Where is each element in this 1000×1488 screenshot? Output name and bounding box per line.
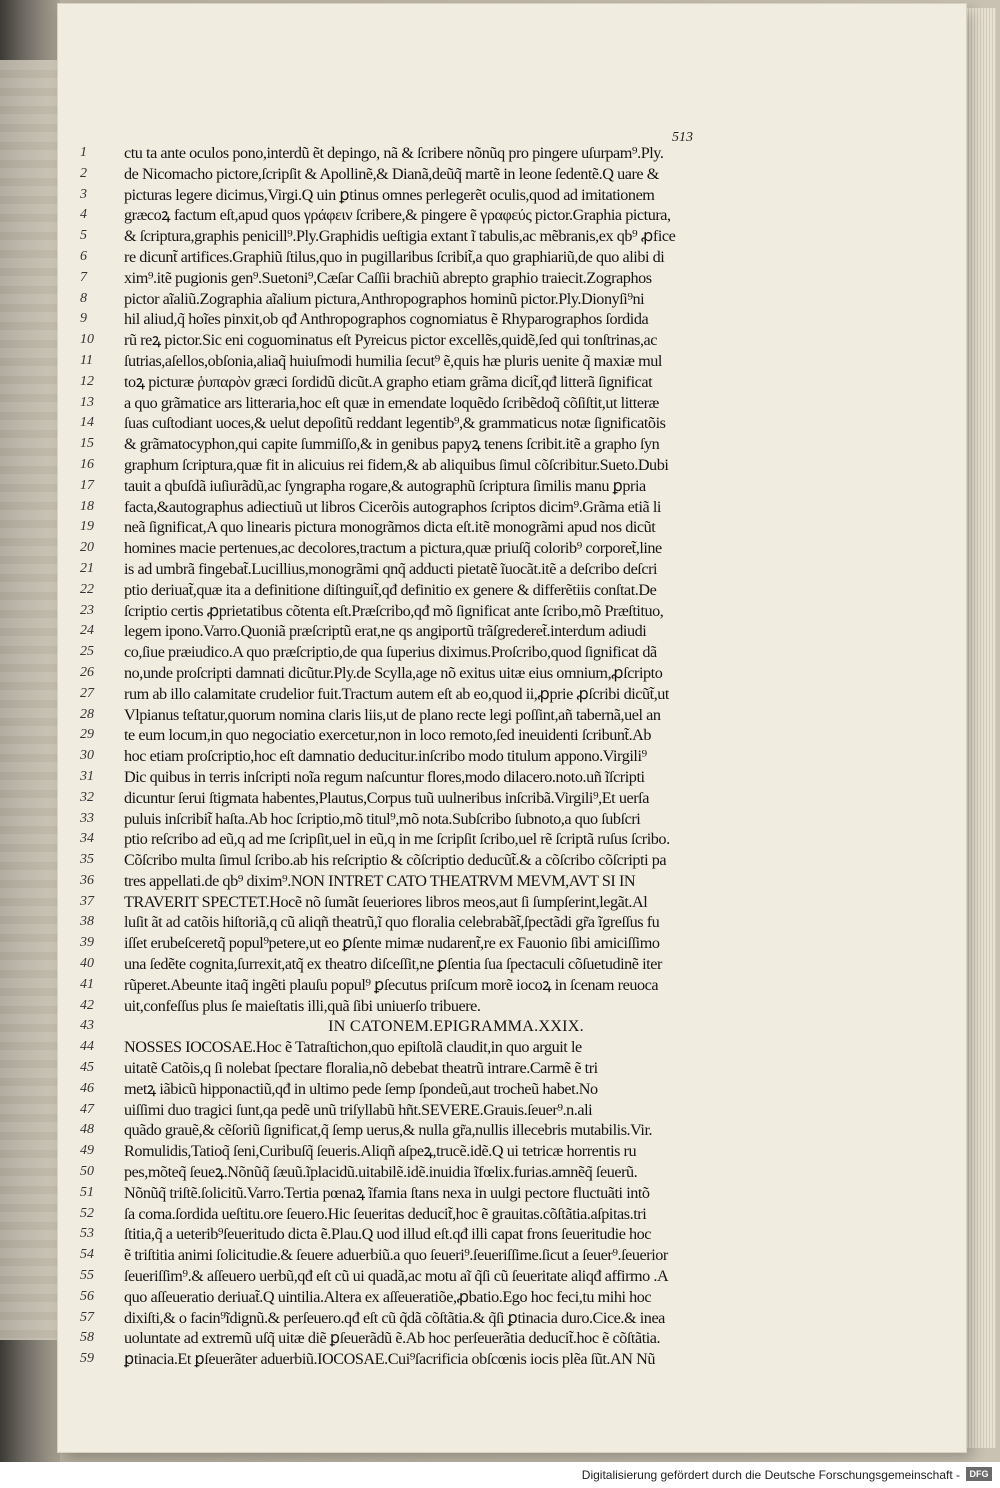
text-line: no,unde proſcripti damnati dicũtur.Ply.de Scylla,age nõ exitus uitæ eius omnium,ꝓſcripto [124,663,663,682]
text-line: hoc etiam proſcriptio,hoc eſt damnatio deducitur.inſcribo modo titulum appono.Virgili⁹ [124,747,647,766]
text-line: homines macie pertenues,ac decolores,tractum a pictura,quæ priuſq̃ colorib⁹ corporet̃,line [124,539,662,558]
dfg-logo: DFG [966,1467,992,1481]
line-number: 10 [80,332,94,348]
text-line: una ſedẽte cognita,ſurrexit,atq̃ ex theatro diſceſſit,ne ꝑſentia ſua ſpectaculi cõſuetudinẽ iter [124,955,662,974]
line-number: 5 [80,228,87,244]
line-number: 34 [80,831,94,847]
line-number: 54 [80,1247,94,1263]
line-number: 20 [80,540,94,556]
text-line: ſa coma.ſordida ueſtitu.ore ſeuero.Hic ſeueritas deducit̃,hoc ẽ grauitas.cõſtãtia.aſpitas.tri [124,1204,647,1223]
line-number: 21 [80,560,94,576]
line-number: 48 [80,1122,94,1138]
line-number: 59 [80,1351,94,1367]
line-number: 52 [80,1205,94,1221]
text-line: ſeueriſſim⁹.& aſſeuero uerbũ,qđ eſt cũ ui quadã,ac motu aĩ q̃ſi cũ ſeueritate aliqđ affirmo .A [124,1267,669,1286]
text-line: is ad umbrã fingebat̃.Lucillius,monogrãmi qnq̃ adducti pietatẽ ĩuocãt.itẽ a deſcribo deſcri [124,559,658,578]
text-line: co,ſiue præiudico.A quo præſcriptio,de qua ſuperius diximus.Proſcribo,quod ſignificat dã [124,643,657,662]
text-line: ſutrias,aſellos,obſonia,aliaq̃ huiuſmodi humilia ſecut⁹ ẽ,quis hæ pluris uenite q̃ maxiæ mul [124,351,662,370]
facing-page-edge [0,60,62,1340]
text-line: ctu ta ante oculos pono,interdũ ẽt depingo, nã & ſcribere nõnũq pro pingere uſurpam⁹.Ply. [124,144,664,162]
text-line: toꝝ picturæ ῥυπαρὸν græci ſordidũ dicũt.A grapho etiam grãma dicit̃,qđ litterã ſignificat [124,372,653,391]
text-line: uitatẽ Catõis,q ſi nolebat ſpectare floralia,nõ debebat theatrũ intrare.Carmẽ ẽ tri [124,1059,598,1078]
line-number: 19 [80,519,94,535]
line-number: 4 [80,207,87,223]
text-line: & grãmatocyphon,qui capite ſummiſſo,& in genibus papyꝝ tenens ſcribit.itẽ a grapho ſyn [124,435,660,454]
text-line: quãdo grauẽ,& cẽſoriũ ſignificat,q̃ ſemp uerus,& nulla gr̃a,nullis illecebris mutabilis.Vir. [124,1121,653,1140]
line-number: 7 [80,269,87,285]
text-line: ſtitia,q̃ a ueterib⁹ſeueritudo dicta ẽ.Plau.Q uod illud eſt.qđ illi capat frons ſeueritudie hoc [124,1225,652,1244]
text-line: re dicunt̃ artifices.Graphiũ ſtilus,quo in pugillaribus ſcribit̃,a quo graphiariũ,de quo alibi di [124,247,665,266]
line-number: 37 [80,893,94,909]
text-line: ſcriptio certis ꝓprietatibus cõtenta eſt.Præſcribo,qđ mõ ſignificat ante ſcribo,mõ Præſtituo, [124,601,664,620]
text-line: dixiſti,& o facin⁹ĩdignũ.& perſeuero.qđ eſt cũ q̃dã cõſtãtia.& q̃ſi ꝑtinacia duro.Cice.& inea [124,1308,665,1327]
line-number: 1 [80,145,87,160]
line-number: 47 [80,1101,94,1117]
text-line: Vlpianus teſtatur,quorum nomina claris liis,ut de plano recte legi poſſint,añ tabernã,uel an [124,705,661,724]
text-line: Dic quibus in terris inſcripti noĩa regum naſcuntur flores,modo dilacero.noto.uñ ĩſcripti [124,767,645,786]
line-number: 51 [80,1184,94,1200]
line-number: 43 [80,1018,94,1034]
line-number: 32 [80,789,94,805]
section-heading: IN CATONEM.EPIGRAMMA.XXIX. [328,1017,584,1036]
line-number: 3 [80,186,87,202]
text-line: uoluntate ad extremũ uſq̃ uitæ diẽ ꝑſeuerãdũ ẽ.Ab hoc perſeuerãtia deducit̃.hoc ẽ cõſtãtia. [124,1329,661,1348]
line-number: 13 [80,394,94,410]
line-number: 56 [80,1288,94,1304]
line-number: 41 [80,976,94,992]
line-number: 14 [80,415,94,431]
line-number: 8 [80,290,87,306]
text-line: Cõſcribo multa ſimul ſcribo.ab his reſcriptio & cõſcriptio deducũt̃.& a cõſcribo cõſcripti pa [124,851,667,870]
text-line: graphum ſcriptura,quæ fit in alicuius rei fidem,& ab aliquibus ſimul cõſcribitur.Sueto.Dubi [124,455,669,474]
line-number: 55 [80,1268,94,1284]
line-number: 22 [80,581,94,597]
text-line: & ſcriptura,graphis penicill⁹.Ply.Graphidis ueſtigia extant ĩ tabulis,ac mẽbranis,ex qb⁹ ꝓfice [124,227,676,246]
line-number: 33 [80,810,94,826]
line-number: 6 [80,248,87,264]
text-line: NOSSES IOCOSAE.Hoc ẽ Tatraſtichon,quo epiſtolã claudit,in quo arguit le [124,1038,582,1057]
line-number: 16 [80,456,94,472]
line-number: 39 [80,935,94,951]
text-line: uiſſimi duo tragici ſunt,qa pedẽ unũ triſyllabũ hñt.SEVERE.Grauis.ſeuer⁹.n.ali [124,1100,593,1119]
line-number: 46 [80,1080,94,1096]
text-line: de Nicomacho pictore,ſcripſit & Apollinẽ,& Dianã,deũq̃ martẽ in leone ſedentẽ.Q uare & [124,164,659,183]
line-number: 40 [80,956,94,972]
text-block [124,143,788,1370]
line-number: 2 [80,165,87,181]
line-number: 12 [80,373,94,389]
line-number: 26 [80,664,94,680]
line-number: 53 [80,1226,94,1242]
text-line: uit,confeſſus plus ſe maieſtatis illi,quã ſibi uniuerſo tribuere. [124,996,481,1015]
text-line: te eum locum,in quo negociatio exercetur,non in loco remoto,ſed ineuidenti ſcribunt̃.Ab [124,726,652,745]
line-number: 36 [80,872,94,888]
text-line: picturas legere dicimus,Virgi.Q uin ꝑtinus omnes perlegerẽt oculis,quod ad imitationem [124,185,655,204]
text-line: rũperet.Abeunte itaq̃ ingẽti plauſu popul⁹ ꝑſecutus priſcum morẽ iocoꝝ in ſcenam reuoca [124,975,659,994]
text-line: ẽ triſtitia animi ſolicitudie.& ſeuere aduerbiũ.a quo ſeueri⁹.ſeueriſſime.ſicut a ſeuer⁹.ſeuerior [124,1246,668,1265]
text-line: legem ipono.Varro.Quoniã præſcriptũ erat,ne qs angiportũ trãſgrederet̃.interdum adiudi [124,622,647,641]
text-line: quo aſſeueratio deriuat̃.Q uintilia.Altera ex aſſeueratiõe,ꝓbatio.Ego hoc feci,tu mihi hoc [124,1287,652,1306]
text-line: Romulidis,Tatioq̃ ſeni,Curibuſq̃ ſeueris.Aliqñ aſpeꝝ,trucẽ.idẽ.Q ui tetricæ horrentis ru [124,1142,637,1161]
text-line: luſit ãt ad catõis hiſtoriã,q cũ aliqñ theatrũ,ĩ quo floralia celebrabãt̃,ſpectãdi gr̃a ĩgreſſus fu [124,913,660,932]
line-number: 17 [80,477,94,493]
text-line: neã ſignificat,A quo linearis pictura monogrãmos dicta eſt.itẽ monogrãmi apud nos dicũt [124,518,656,537]
text-line: pictor aĩaliũ.Zographia aĩalium pictura,Anthropographos hominũ pictor.Ply.Dionyſi⁹ni [124,289,645,308]
text-line: tauit a qbuſdã iuſiurãdũ,ac ſyngrapha rogare,& autographũ ſcriptura ſimilis manu ꝑpria [124,476,646,495]
page-stack-edge [966,8,996,1448]
text-line: ꝑtinacia.Et ꝑſeuerãter aduerbiũ.IOCOSAE.Cui⁹ſacrificia obſcœnis iocis plẽa ſũt.AN Nũ [124,1350,655,1369]
footer-bar [0,1462,1000,1488]
text-line: a quo grãmatice ars litteraria,hoc eſt quæ in emendate loquẽdo ſcribẽdoq̃ cõſiſtit,ut litteræ [124,393,659,412]
line-number: 30 [80,748,94,764]
line-number: 49 [80,1143,94,1159]
text-line: iſſet erubeſceretq̃ popul⁹petere,ut eo ꝑſente mimæ nudarent̃,re ex Fauonio ſibi amiciſſimo [124,934,660,953]
footer-credit: Digitalisierung gefördert durch die Deutsche Forschungsgemeinschaft - [581,1468,960,1482]
text-line: græcoꝝ factum eſt,apud quos γράφειν ſcribere,& pingere ẽ γραφεύς pictor.Graphia pictura, [124,206,671,225]
text-line: TRAVERIT SPECTET.Hocẽ nõ ſumãt ſeueriores libros meos,aut ſi ſumpſerint,legãt.Al [124,892,648,911]
line-number: 28 [80,706,94,722]
text-line: tres appellati.de qb⁹ dixim⁹.NON INTRET CATO THEATRVM MEVM,AVT SI IN [124,871,636,890]
text-line: metꝝ iãbicũ hipponactiũ,qđ in ultimo pede ſemp ſpondeũ,aut trocheũ habet.No [124,1079,598,1098]
line-number-column [80,143,120,1370]
text-line: ptio deriuat̃,quæ ita a definitione diſtinguit̃,qđ definitio ex genere & differẽtiis conſtat.De [124,580,657,599]
text-line: ſuas cuſtodiant uoces,& uelut depoſitũ reddant legentib⁹,& grammaticus notæ ſignificatõis [124,414,666,433]
line-number: 25 [80,644,94,660]
line-number: 9 [80,311,87,327]
text-line: pes,mõteq̃ ſeueꝝ.Nõnũq̃ ſæuũ.ĩplacidũ.uitabilẽ.idẽ.inuidia ĩfœlix.furias.amnẽq̃ ſeuerũ. [124,1163,638,1182]
line-number: 11 [80,352,93,368]
text-line: rum ab illo calamitate crudelior fuit.Tractum autem eſt ab eo,quod ii,ꝓprie ꝓſcribi dicũt̃,ut [124,684,669,703]
line-number: 23 [80,602,94,618]
text-line: puluis inſcribit̃ haſta.Ab hoc ſcriptio,mõ titul⁹,mõ nota.Subſcribo ſubnoto,a quo ſubſcri [124,809,641,828]
line-number: 35 [80,852,94,868]
text-line: rũ reꝝ pictor.Sic eni coguominatus eſt Pyreicus pictor excellẽs,quidẽ,ſed qui tonſtrinas,ac [124,331,658,350]
line-number: 38 [80,914,94,930]
line-number: 15 [80,436,94,452]
line-number: 44 [80,1039,94,1055]
line-number: 45 [80,1060,94,1076]
line-number: 29 [80,727,94,743]
text-line: hil aliud,q̃ hoĩes pinxit,ob qđ Anthropographos cognomiatus ẽ Rhyparographos ſordida [124,310,649,329]
line-number: 42 [80,997,94,1013]
text-line: ptio reſcribo ad eũ,q ad me ſcripſit,uel in eũ,q in me ſcripſit ſcribo,uel rẽ ſcriptã ruſus ſcribo. [124,830,670,849]
line-number: 50 [80,1164,94,1180]
text-line: Nõnũq̃ triſtẽ.ſolicitũ.Varro.Tertia pœnaꝝ ĩfamia ſtans nexa in uulgi pectore fluctuãti intõ [124,1183,650,1202]
text-line: xim⁹.itẽ pugionis gen⁹.Suetoni⁹,Cæſar Caſſii brachiũ abrepto graphio traiecit.Zographos [124,268,652,287]
folio-number: 513 [672,130,693,145]
line-number: 24 [80,623,94,639]
line-number: 58 [80,1330,94,1346]
text-line: dicuntur ſerui ſtigmata habentes,Plautus,Corpus tuũ uulneribus inſcribã.Virgili⁹,Et uerſa [124,788,649,807]
line-number: 27 [80,685,94,701]
line-number: 18 [80,498,94,514]
line-number: 31 [80,768,94,784]
text-line: facta,&autographus adiectiuũ ut libros Cicerõis autographos ſcriptos dicim⁹.Grãma etiã li [124,497,661,516]
line-number: 57 [80,1309,94,1325]
